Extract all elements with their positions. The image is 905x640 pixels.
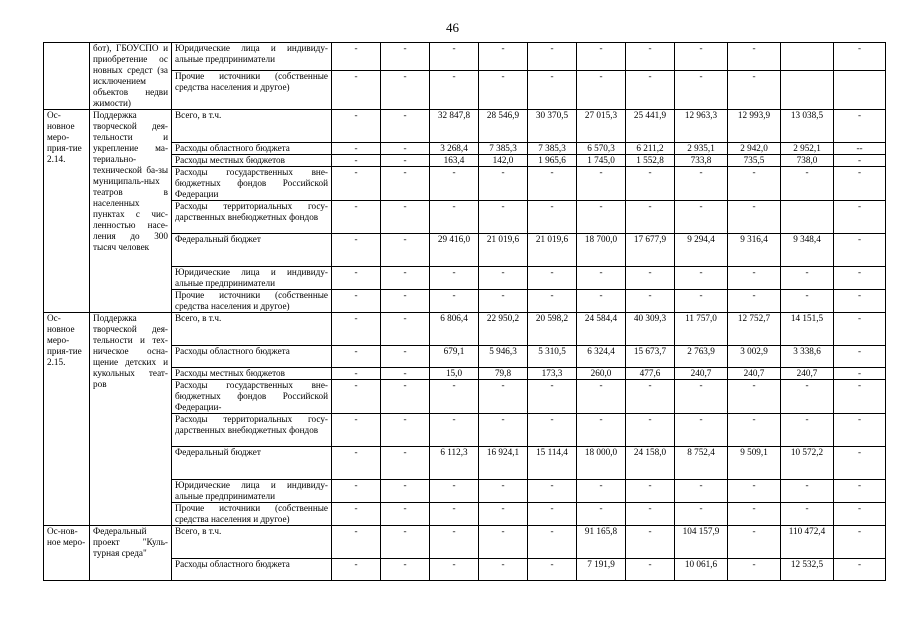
amount-cell: -: [332, 267, 381, 290]
amount-cell: -: [728, 201, 781, 234]
amount-cell: 14 151,5: [781, 313, 834, 346]
amount-cell: -: [781, 480, 834, 503]
amount-cell: -: [381, 201, 430, 234]
page-number: 46: [446, 20, 459, 35]
amount-cell: 30 370,5: [528, 110, 577, 143]
funding-source-cell: Расходы территориальных госу-дарственных внебюджетных фондов: [172, 414, 332, 447]
amount-cell: -: [430, 167, 479, 201]
amount-cell: -: [332, 414, 381, 447]
amount-cell: 6 324,4: [577, 346, 626, 368]
amount-cell: -: [728, 380, 781, 414]
amount-cell: 240,7: [675, 368, 728, 380]
amount-cell: -: [834, 447, 886, 480]
amount-cell: -: [381, 503, 430, 526]
amount-cell: -: [332, 167, 381, 201]
amount-cell: -: [781, 380, 834, 414]
amount-cell: -: [479, 167, 528, 201]
amount-cell: 477,6: [626, 368, 675, 380]
amount-cell: 1 745,0: [577, 155, 626, 167]
amount-cell: -: [479, 480, 528, 503]
amount-cell: 7 385,3: [479, 143, 528, 155]
amount-cell: -: [430, 559, 479, 581]
amount-cell: -: [626, 380, 675, 414]
amount-cell: -: [675, 267, 728, 290]
amount-cell: 738,0: [781, 155, 834, 167]
amount-cell: 733,8: [675, 155, 728, 167]
amount-cell: -: [528, 559, 577, 581]
budget-table: [43, 42, 886, 581]
amount-cell: -: [781, 167, 834, 201]
amount-cell: -: [332, 290, 381, 313]
amount-cell: -: [332, 143, 381, 155]
amount-cell: -: [577, 480, 626, 503]
amount-cell: -: [528, 70, 577, 109]
amount-cell: -: [479, 43, 528, 71]
amount-cell: -: [834, 480, 886, 503]
amount-cell: -: [332, 313, 381, 346]
amount-cell: -: [332, 43, 381, 71]
amount-cell: 21 019,6: [528, 234, 577, 267]
measure-name-cell: Поддержка творческой дея-тельности и укрепление ма-териально-технической ба-зы муниципаль-ных театров в населенных пунктах с чис-ленностью насе-ления до 300 тысяч человек: [90, 110, 172, 313]
amount-cell: 24 584,4: [577, 313, 626, 346]
amount-cell: 25 441,9: [626, 110, 675, 143]
funding-source-cell: Федеральный бюджет: [172, 234, 332, 267]
amount-cell: -: [834, 346, 886, 368]
amount-cell: 17 677,9: [626, 234, 675, 267]
amount-cell: 12 532,5: [781, 559, 834, 581]
funding-source-cell: Расходы местных бюджетов: [172, 368, 332, 380]
amount-cell: -: [834, 43, 886, 71]
amount-cell: -: [381, 559, 430, 581]
measure-type-cell: Ос-нов-ное меро-: [44, 526, 90, 581]
amount-cell: -: [675, 414, 728, 447]
amount-cell: -: [479, 414, 528, 447]
amount-cell: -: [381, 267, 430, 290]
amount-cell: -: [728, 480, 781, 503]
amount-cell: -: [626, 559, 675, 581]
amount-cell: 2 952,1: [781, 143, 834, 155]
amount-cell: 142,0: [479, 155, 528, 167]
amount-cell: -: [834, 313, 886, 346]
amount-cell: -: [781, 267, 834, 290]
amount-cell: -: [626, 267, 675, 290]
funding-source-cell: Прочие источники (собственные средства населения и другое): [172, 503, 332, 526]
amount-cell: 79,8: [479, 368, 528, 380]
amount-cell: 9 316,4: [728, 234, 781, 267]
amount-cell: -: [479, 503, 528, 526]
amount-cell: -: [728, 70, 781, 109]
amount-cell: -: [834, 290, 886, 313]
amount-cell: -: [479, 290, 528, 313]
amount-cell: -: [626, 503, 675, 526]
amount-cell: -: [381, 447, 430, 480]
amount-cell: -: [430, 290, 479, 313]
amount-cell: -: [781, 503, 834, 526]
funding-source-cell: Расходы территориальных госу-дарственных внебюджетных фондов: [172, 201, 332, 234]
amount-cell: -: [626, 43, 675, 71]
amount-cell: -: [577, 167, 626, 201]
amount-cell: -: [430, 480, 479, 503]
funding-source-cell: Юридические лица и индивиду-альные предприниматели: [172, 267, 332, 290]
amount-cell: -: [834, 526, 886, 559]
amount-cell: 29 416,0: [430, 234, 479, 267]
amount-cell: -: [332, 368, 381, 380]
amount-cell: -: [381, 526, 430, 559]
amount-cell: 5 310,5: [528, 346, 577, 368]
amount-cell: 16 924,1: [479, 447, 528, 480]
amount-cell: 91 165,8: [577, 526, 626, 559]
amount-cell: -: [430, 267, 479, 290]
amount-cell: -: [430, 70, 479, 109]
amount-cell: 9 509,1: [728, 447, 781, 480]
amount-cell: 12 752,7: [728, 313, 781, 346]
funding-source-cell: Расходы областного бюджета: [172, 143, 332, 155]
amount-cell: -: [381, 380, 430, 414]
measure-type-cell: Ос-новное меро-прия-тие 2.14.: [44, 110, 90, 313]
amount-cell: -: [332, 110, 381, 143]
amount-cell: -: [626, 70, 675, 109]
amount-cell: 20 598,2: [528, 313, 577, 346]
amount-cell: -: [528, 526, 577, 559]
funding-source-cell: Расходы областного бюджета: [172, 346, 332, 368]
amount-cell: 24 158,0: [626, 447, 675, 480]
amount-cell: -: [332, 380, 381, 414]
amount-cell: -: [675, 480, 728, 503]
amount-cell: -: [381, 143, 430, 155]
amount-cell: -: [332, 70, 381, 109]
amount-cell: 10 572,2: [781, 447, 834, 480]
amount-cell: -: [577, 290, 626, 313]
amount-cell: 7 191,9: [577, 559, 626, 581]
amount-cell: -: [332, 201, 381, 234]
amount-cell: -: [332, 155, 381, 167]
amount-cell: 5 946,3: [479, 346, 528, 368]
amount-cell: -: [381, 110, 430, 143]
amount-cell: -: [430, 43, 479, 71]
amount-cell: 18 000,0: [577, 447, 626, 480]
amount-cell: -: [834, 234, 886, 267]
amount-cell: -: [577, 201, 626, 234]
amount-cell: -: [781, 414, 834, 447]
amount-cell: 1 552,8: [626, 155, 675, 167]
amount-cell: 12 963,3: [675, 110, 728, 143]
amount-cell: -: [332, 234, 381, 267]
amount-cell: 2 935,1: [675, 143, 728, 155]
amount-cell: -: [834, 559, 886, 581]
amount-cell: -: [479, 267, 528, 290]
funding-source-cell: Расходы областного бюджета: [172, 559, 332, 581]
measure-type-cell: [44, 43, 90, 110]
amount-cell: -: [332, 346, 381, 368]
amount-cell: 9 294,4: [675, 234, 728, 267]
funding-source-cell: Расходы государственных вне-бюджетных фондов Российской Федерации-: [172, 380, 332, 414]
funding-source-cell: Всего, в т.ч.: [172, 526, 332, 559]
amount-cell: -: [528, 167, 577, 201]
measure-name-cell: Федеральный проект "Куль-турная среда": [90, 526, 172, 581]
table-row: [44, 110, 886, 143]
amount-cell: -: [430, 526, 479, 559]
funding-source-cell: Расходы местных бюджетов: [172, 155, 332, 167]
amount-cell: -: [834, 201, 886, 234]
amount-cell: -: [728, 43, 781, 71]
amount-cell: -: [675, 201, 728, 234]
amount-cell: -: [479, 559, 528, 581]
amount-cell: 15,0: [430, 368, 479, 380]
amount-cell: -: [577, 70, 626, 109]
amount-cell: -: [834, 155, 886, 167]
funding-source-cell: Прочие источники (собственные средства населения и другое): [172, 290, 332, 313]
table-row: [44, 43, 886, 71]
amount-cell: -: [626, 201, 675, 234]
funding-source-cell: Расходы государственных вне-бюджетных фондов Российской Федерации: [172, 167, 332, 201]
amount-cell: -: [479, 380, 528, 414]
amount-cell: 18 700,0: [577, 234, 626, 267]
amount-cell: 2 942,0: [728, 143, 781, 155]
amount-cell: -: [834, 503, 886, 526]
measure-type-cell: Ос-новное меро-прия-тие 2.15.: [44, 313, 90, 526]
amount-cell: -: [577, 380, 626, 414]
amount-cell: -: [675, 167, 728, 201]
amount-cell: 1 965,6: [528, 155, 577, 167]
amount-cell: -: [675, 43, 728, 71]
amount-cell: -: [528, 480, 577, 503]
amount-cell: -: [577, 503, 626, 526]
amount-cell: 6 570,3: [577, 143, 626, 155]
amount-cell: 9 348,4: [781, 234, 834, 267]
amount-cell: -: [675, 503, 728, 526]
amount-cell: -: [626, 414, 675, 447]
amount-cell: -: [834, 167, 886, 201]
amount-cell: -: [577, 267, 626, 290]
amount-cell: 7 385,3: [528, 143, 577, 155]
amount-cell: -: [528, 290, 577, 313]
amount-cell: 240,7: [781, 368, 834, 380]
amount-cell: -: [528, 267, 577, 290]
amount-cell: 11 757,0: [675, 313, 728, 346]
amount-cell: -: [834, 414, 886, 447]
amount-cell: -: [528, 503, 577, 526]
amount-cell: 32 847,8: [430, 110, 479, 143]
amount-cell: 240,7: [728, 368, 781, 380]
amount-cell: -: [381, 414, 430, 447]
amount-cell: -: [332, 526, 381, 559]
amount-cell: -: [728, 267, 781, 290]
amount-cell: -: [728, 290, 781, 313]
funding-source-cell: Всего, в т.ч.: [172, 313, 332, 346]
amount-cell: -: [381, 70, 430, 109]
funding-source-cell: Прочие источники (собственные средства населения и другое): [172, 70, 332, 109]
amount-cell: -: [381, 290, 430, 313]
amount-cell: 15 114,4: [528, 447, 577, 480]
funding-source-cell: Всего, в т.ч.: [172, 110, 332, 143]
amount-cell: -: [381, 368, 430, 380]
amount-cell: -: [528, 43, 577, 71]
amount-cell: -: [728, 559, 781, 581]
amount-cell: 6 806,4: [430, 313, 479, 346]
amount-cell: -: [528, 414, 577, 447]
funding-source-cell: Федеральный бюджет: [172, 447, 332, 480]
amount-cell: 12 993,9: [728, 110, 781, 143]
amount-cell: -: [577, 43, 626, 71]
amount-cell: 3 002,9: [728, 346, 781, 368]
amount-cell: 15 673,7: [626, 346, 675, 368]
amount-cell: -: [479, 526, 528, 559]
amount-cell: -: [626, 480, 675, 503]
measure-name-cell: бот), ГБОУСПО и приобретение ос новных средст (за исключением объектов недви жимости): [90, 43, 172, 110]
amount-cell: 679,1: [430, 346, 479, 368]
amount-cell: -: [381, 167, 430, 201]
measure-name-cell: Поддержка творческой дея-тельности и тех-ническое осна-щение детских и кукольных теат-ров: [90, 313, 172, 526]
amount-cell: -: [626, 290, 675, 313]
amount-cell: 2 763,9: [675, 346, 728, 368]
amount-cell: -: [381, 346, 430, 368]
amount-cell: [781, 201, 834, 234]
amount-cell: -: [332, 559, 381, 581]
amount-cell: -: [834, 110, 886, 143]
amount-cell: 21 019,6: [479, 234, 528, 267]
amount-cell: -: [332, 503, 381, 526]
amount-cell: -: [675, 70, 728, 109]
amount-cell: -: [675, 290, 728, 313]
amount-cell: -: [728, 503, 781, 526]
amount-cell: -: [834, 267, 886, 290]
amount-cell: 28 546,9: [479, 110, 528, 143]
amount-cell: -: [577, 414, 626, 447]
amount-cell: -: [332, 447, 381, 480]
amount-cell: -: [332, 480, 381, 503]
amount-cell: [781, 43, 834, 71]
amount-cell: -: [834, 380, 886, 414]
amount-cell: 6 211,2: [626, 143, 675, 155]
amount-cell: 3 338,6: [781, 346, 834, 368]
amount-cell: 27 015,3: [577, 110, 626, 143]
amount-cell: -: [528, 201, 577, 234]
amount-cell: 13 038,5: [781, 110, 834, 143]
amount-cell: -: [834, 368, 886, 380]
amount-cell: -: [430, 414, 479, 447]
amount-cell: 6 112,3: [430, 447, 479, 480]
amount-cell: --: [834, 143, 886, 155]
amount-cell: -: [430, 380, 479, 414]
amount-cell: -: [728, 414, 781, 447]
amount-cell: -: [781, 290, 834, 313]
amount-cell: 40 309,3: [626, 313, 675, 346]
amount-cell: -: [479, 201, 528, 234]
amount-cell: -: [479, 70, 528, 109]
amount-cell: 260,0: [577, 368, 626, 380]
amount-cell: 10 061,6: [675, 559, 728, 581]
table-row: [44, 526, 886, 559]
amount-cell: -: [675, 380, 728, 414]
funding-source-cell: Юридические лица и индивиду-альные предприниматели: [172, 480, 332, 503]
funding-source-cell: Юридические лица и индивиду-альные предприниматели: [172, 43, 332, 71]
amount-cell: -: [381, 480, 430, 503]
amount-cell: -: [381, 234, 430, 267]
amount-cell: -: [430, 503, 479, 526]
amount-cell: 110 472,4: [781, 526, 834, 559]
amount-cell: 735,5: [728, 155, 781, 167]
amount-cell: -: [728, 167, 781, 201]
amount-cell: -: [381, 155, 430, 167]
amount-cell: 3 268,4: [430, 143, 479, 155]
table-row: [44, 313, 886, 346]
amount-cell: -: [626, 167, 675, 201]
amount-cell: -: [626, 526, 675, 559]
amount-cell: -: [381, 313, 430, 346]
amount-cell: -: [728, 526, 781, 559]
amount-cell: -: [430, 201, 479, 234]
amount-cell: 8 752,4: [675, 447, 728, 480]
amount-cell: -: [381, 43, 430, 71]
amount-cell: -: [528, 380, 577, 414]
amount-cell: 173,3: [528, 368, 577, 380]
amount-cell: 163,4: [430, 155, 479, 167]
amount-cell: 22 950,2: [479, 313, 528, 346]
amount-cell: [834, 70, 886, 109]
amount-cell: [781, 70, 834, 109]
amount-cell: 104 157,9: [675, 526, 728, 559]
